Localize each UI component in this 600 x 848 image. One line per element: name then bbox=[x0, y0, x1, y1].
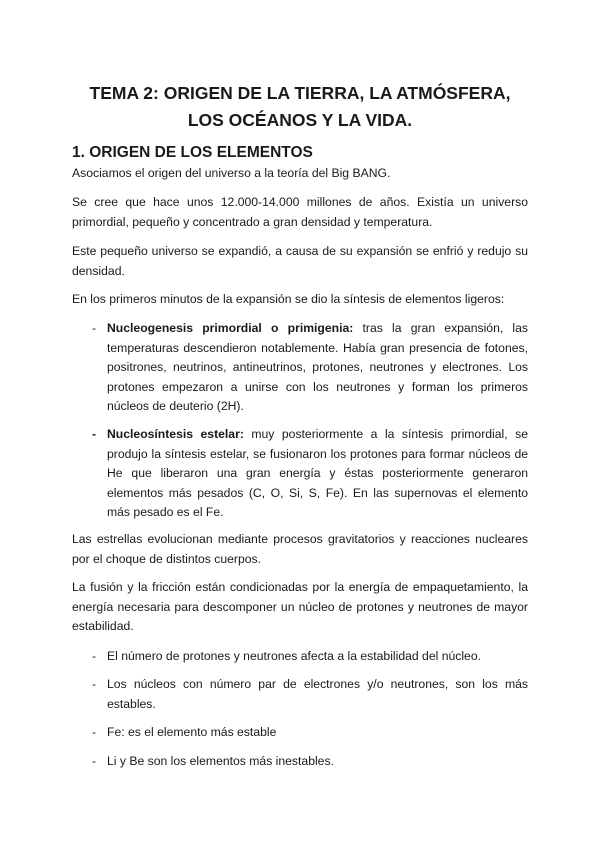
paragraph-stars: Las estrellas evolucionan mediante procesos gravitatorios y reacciones nucleares por el choque de distintos cuerpos. bbox=[72, 532, 528, 566]
stability-text: Los núcleos con número par de electrones y/o neutrones, son los más estables. bbox=[107, 677, 528, 711]
paragraph-big-bang: Asociamos el origen del universo a la teoría del Big BANG. bbox=[72, 166, 391, 180]
list-dash: - bbox=[92, 321, 97, 335]
stability-text: Fe: es el elemento más estable bbox=[107, 725, 277, 739]
list-dash: - bbox=[92, 754, 97, 768]
text-stellar: muy posteriormente a la síntesis primordial, se produjo la síntesis estelar, se fusionaron los protones para formar núcleos de He que liberaron una gran energía y éstas posteriormente generaron elementos más pesados (C, O, Si, S, Fe). En las supernovas el elemento más pesado es el Fe. bbox=[107, 427, 528, 519]
list-dash: - bbox=[92, 725, 97, 739]
stability-text: El número de protones y neutrones afecta a la estabilidad del núcleo. bbox=[107, 649, 481, 663]
list-dash: - bbox=[92, 649, 97, 663]
paragraph-light-elements: En los primeros minutos de la expansión se dio la síntesis de elementos ligeros: bbox=[72, 292, 505, 306]
text-primordial: tras la gran expansión, las temperaturas descendieron notablemente. Había gran presencia de fotones, positrones, neutrinos, antineutrinos, protones, neutrones y electrones. Los protones empezaron a unirse con los neutrones y forman los primeros núcleos de deuterio (2H). bbox=[107, 321, 529, 413]
paragraph-age: Se cree que hace unos 12.000-14.000 millones de años. Existía un universo primordial, pequeño y concentrado a gran densidad y temperatura. bbox=[72, 195, 528, 229]
list-item-stability-1 bbox=[92, 647, 528, 667]
list-item-primordial bbox=[92, 319, 528, 417]
list-item-stability-3 bbox=[92, 723, 528, 743]
term-primordial: Nucleogenesis primordial o primigenia: bbox=[107, 321, 354, 335]
section-heading: 1. ORIGEN DE LOS ELEMENTOS bbox=[72, 144, 313, 161]
list-item-stability-4 bbox=[92, 752, 528, 772]
document-title: TEMA 2: ORIGEN DE LA TIERRA, LA ATMÓSFERA, LOS OCÉANOS Y LA VIDA. bbox=[89, 83, 511, 130]
stability-text: Li y Be son los elementos más inestables. bbox=[107, 754, 334, 768]
list-item-stability-2 bbox=[92, 675, 528, 714]
list-dash: - bbox=[92, 677, 97, 691]
list-item-stellar bbox=[92, 425, 528, 523]
term-stellar: Nucleosíntesis estelar: bbox=[107, 427, 244, 441]
paragraph-packing-energy: La fusión y la fricción están condicionadas por la energía de empaquetamiento, la energía necesaria para descomponer un núcleo de protones y neutrones de mayor estabilidad. bbox=[72, 580, 528, 633]
list-dash: - bbox=[92, 427, 97, 441]
paragraph-expansion: Este pequeño universo se expandió, a causa de su expansión se enfrió y redujo su densidad. bbox=[72, 244, 528, 278]
